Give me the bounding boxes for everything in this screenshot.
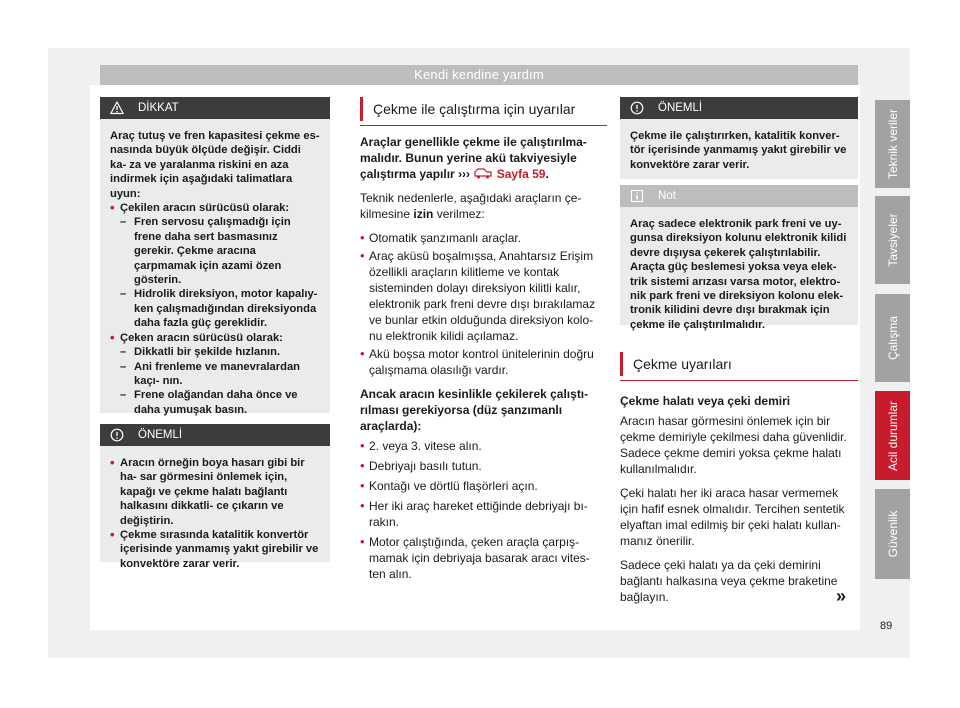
warning-box-header (100, 97, 330, 119)
notice-box-left (100, 424, 330, 570)
tab-label: Tavsiyeler (885, 213, 900, 267)
warning-title: DİKKAT (138, 102, 179, 114)
notice-box-header (620, 97, 858, 119)
paragraph-emphasis: izin (413, 207, 434, 221)
warning-bullet: • Çekilen aracın sürücüsü olarak: (110, 201, 320, 215)
note-body: Araç sadece elektronik park freni ve uy- gunsa direksiyon kolunu elektronik kilidi devre dışıysa çekerek çalıştırılabilir. Araçta güç beslemesi yoksa veya elek- trik sistemi arızası varsa motor, elektro- nik park freni ve direksiyon kolonu elek- tronik kilidini devre dışı bırakmak için çekme ile çalıştırılmalıdır. (630, 218, 847, 331)
list-item: • Akü boşsa motor kontrol ünitelerinin doğru çalışmama olasılığı vardır. (360, 346, 607, 378)
notice-info-icon (630, 101, 644, 115)
warning-bullet: • Çeken aracın sürücüsü olarak: (110, 331, 320, 345)
tab-label: Acil durumlar (885, 400, 900, 471)
tab-tavsiyeler[interactable] (875, 196, 910, 284)
warning-body (100, 119, 330, 427)
paragraph: Aracın hasar görmesini önlemek için bir çekme demiriyle çekilmesi daha güvenlidir. Sadece çekme demiri yoksa çekme halatı kullanılmalıdır. (620, 414, 847, 476)
notice-box-header (100, 424, 330, 446)
section-divider (620, 380, 858, 381)
paragraph (360, 190, 607, 222)
warning-box (100, 97, 330, 416)
list-item: • Otomatik şanzımanlı araçlar. (360, 230, 607, 246)
warning-dash-item: – Fren servosu çalışmadığı için frene daha sert basmasınız gerekir. Çekme aracına çarpmamak için azami özen gösterin. (110, 215, 320, 287)
page-number: 89 (880, 620, 893, 632)
lead-paragraph: Araçlar genellikle çekme ile çalıştırılma- malıdır. Bunun yerine akü takviyesiyle çalıştırma yapılır ››› Sayfa 59. (360, 135, 587, 181)
paragraph-text: Teknik nedenlerle, aşağıdaki araçların çe- kilmesine (360, 191, 582, 221)
paragraph-text: verilmez: (436, 207, 485, 221)
section-title: Çekme uyarıları (620, 352, 858, 376)
tab-label: Çalışma (885, 315, 900, 361)
note-box (620, 185, 858, 331)
tab-teknik-veriler[interactable] (875, 100, 910, 188)
tab-guvenlik[interactable] (875, 489, 910, 579)
notice-bullet: • Aracın örneğin boya hasarı gibi bir ha- sar görmesini önlemek için, kapağı ve çekme halatı bağlantı halkasını dikkatli- ce çıkarın ve değiştirin. (110, 456, 320, 528)
notice-box-right (620, 97, 858, 179)
section-divider (360, 125, 607, 126)
subsection-title: Çekme halatı veya çeki demiri (620, 394, 791, 408)
list-item: • Her iki araç hareket ettiğinde debriyajı bı- rakın. (360, 498, 607, 530)
list-item: • Debriyajı basılı tutun. (360, 458, 607, 474)
note-box-header (620, 185, 858, 207)
list-item: • Araç aküsü boşalmışsa, Anahtarsız Erişim özellikli araçların kilitleme ve kontak sisteminden dolayı direksiyon kilitli kalır, elektronik park freni devre dışı bırakılamaz ve bunlar etkin olduğunda direksiyon kolo- nu elektronik kilidi açılamaz. (360, 248, 607, 344)
notice-title: ÖNEMLİ (658, 102, 703, 114)
warning-dash-item: – Dikkatli bir şekilde hızlanın. (110, 345, 320, 359)
tab-label: Teknik veriler (885, 108, 900, 180)
list-item: • Motor çalıştığında, çeken araçla çarpış- mamak için debriyaja basarak aracı vites- ten alın. (360, 534, 607, 582)
list-item: • 2. veya 3. vitese alın. (360, 438, 607, 454)
tab-calisma[interactable] (875, 294, 910, 382)
lead-text: Araçlar genellikle çekme ile çalıştırılma- malıdır. Bunun yerine akü takviyesiyle çalıştırma yapılır (360, 135, 587, 181)
warning-dash-item: – Hidrolik direksiyon, motor kapalıy- ken çalışmadığından direksiyonda daha fazla güç gereklidir. (110, 287, 320, 330)
notice-title: ÖNEMLİ (138, 429, 183, 441)
right-section (620, 352, 858, 605)
continue-arrows: » (836, 586, 847, 606)
warning-triangle-icon (110, 101, 124, 115)
note-info-icon (630, 189, 644, 203)
warning-intro: Araç tutuş ve fren kapasitesi çekme es- nasında büyük ölçüde değişir. Ciddi ka- za ve yaralanma riskini en aza indirmek için aşağıdaki talimatlara uyun: (110, 130, 320, 200)
tab-acil-durumlar[interactable] (875, 391, 910, 480)
tab-label: Güvenlik (885, 510, 900, 558)
tow-vehicle-icon (473, 167, 493, 179)
section-title: Çekme ile çalıştırma için uyarılar (360, 97, 607, 121)
list-item: • Kontağı ve dörtlü flaşörleri açın. (360, 478, 607, 494)
notice-body: Çekme ile çalıştırırken, katalitik konver- tör içerisinde yanmamış yakıt girebilir ve konvektöre zarar verir. (630, 130, 847, 171)
paragraph: Çeki halatı her iki araca hasar vermemek için hafif esnek olmalıdır. Tercihen sentetik elyaftan imal edilmiş bir çeki halatı kullan- manız önerilir. (620, 486, 845, 548)
subheading-paragraph: Ancak aracın kesinlikle çekilerek çalıştı- rılması gerekiyorsa (düz şanzımanlı araçlarda): (360, 387, 589, 433)
notice-info-icon (110, 428, 124, 442)
notice-bullet: • Çekme sırasında katalitik konvertör içerisinde yanmamış yakıt girebilir ve konvektöre zarar verir. (110, 528, 320, 571)
notice-body (100, 446, 330, 581)
middle-column (360, 97, 607, 582)
page-link[interactable]: Sayfa 59 (496, 167, 546, 181)
link-arrows: ››› (458, 167, 471, 181)
warning-dash-item: – Frene olağandan daha önce ve daha yumuşak basın. (110, 388, 320, 417)
note-title: Not (658, 190, 676, 202)
paragraph: Sadece çeki halatı ya da çeki demirini bağlantı halkasına veya çekme braketine bağlayın. (620, 558, 838, 604)
page-header: Kendi kendine yardım (100, 65, 858, 85)
warning-dash-item: – Ani frenleme ve manevralardan kaçı- nın. (110, 360, 320, 389)
